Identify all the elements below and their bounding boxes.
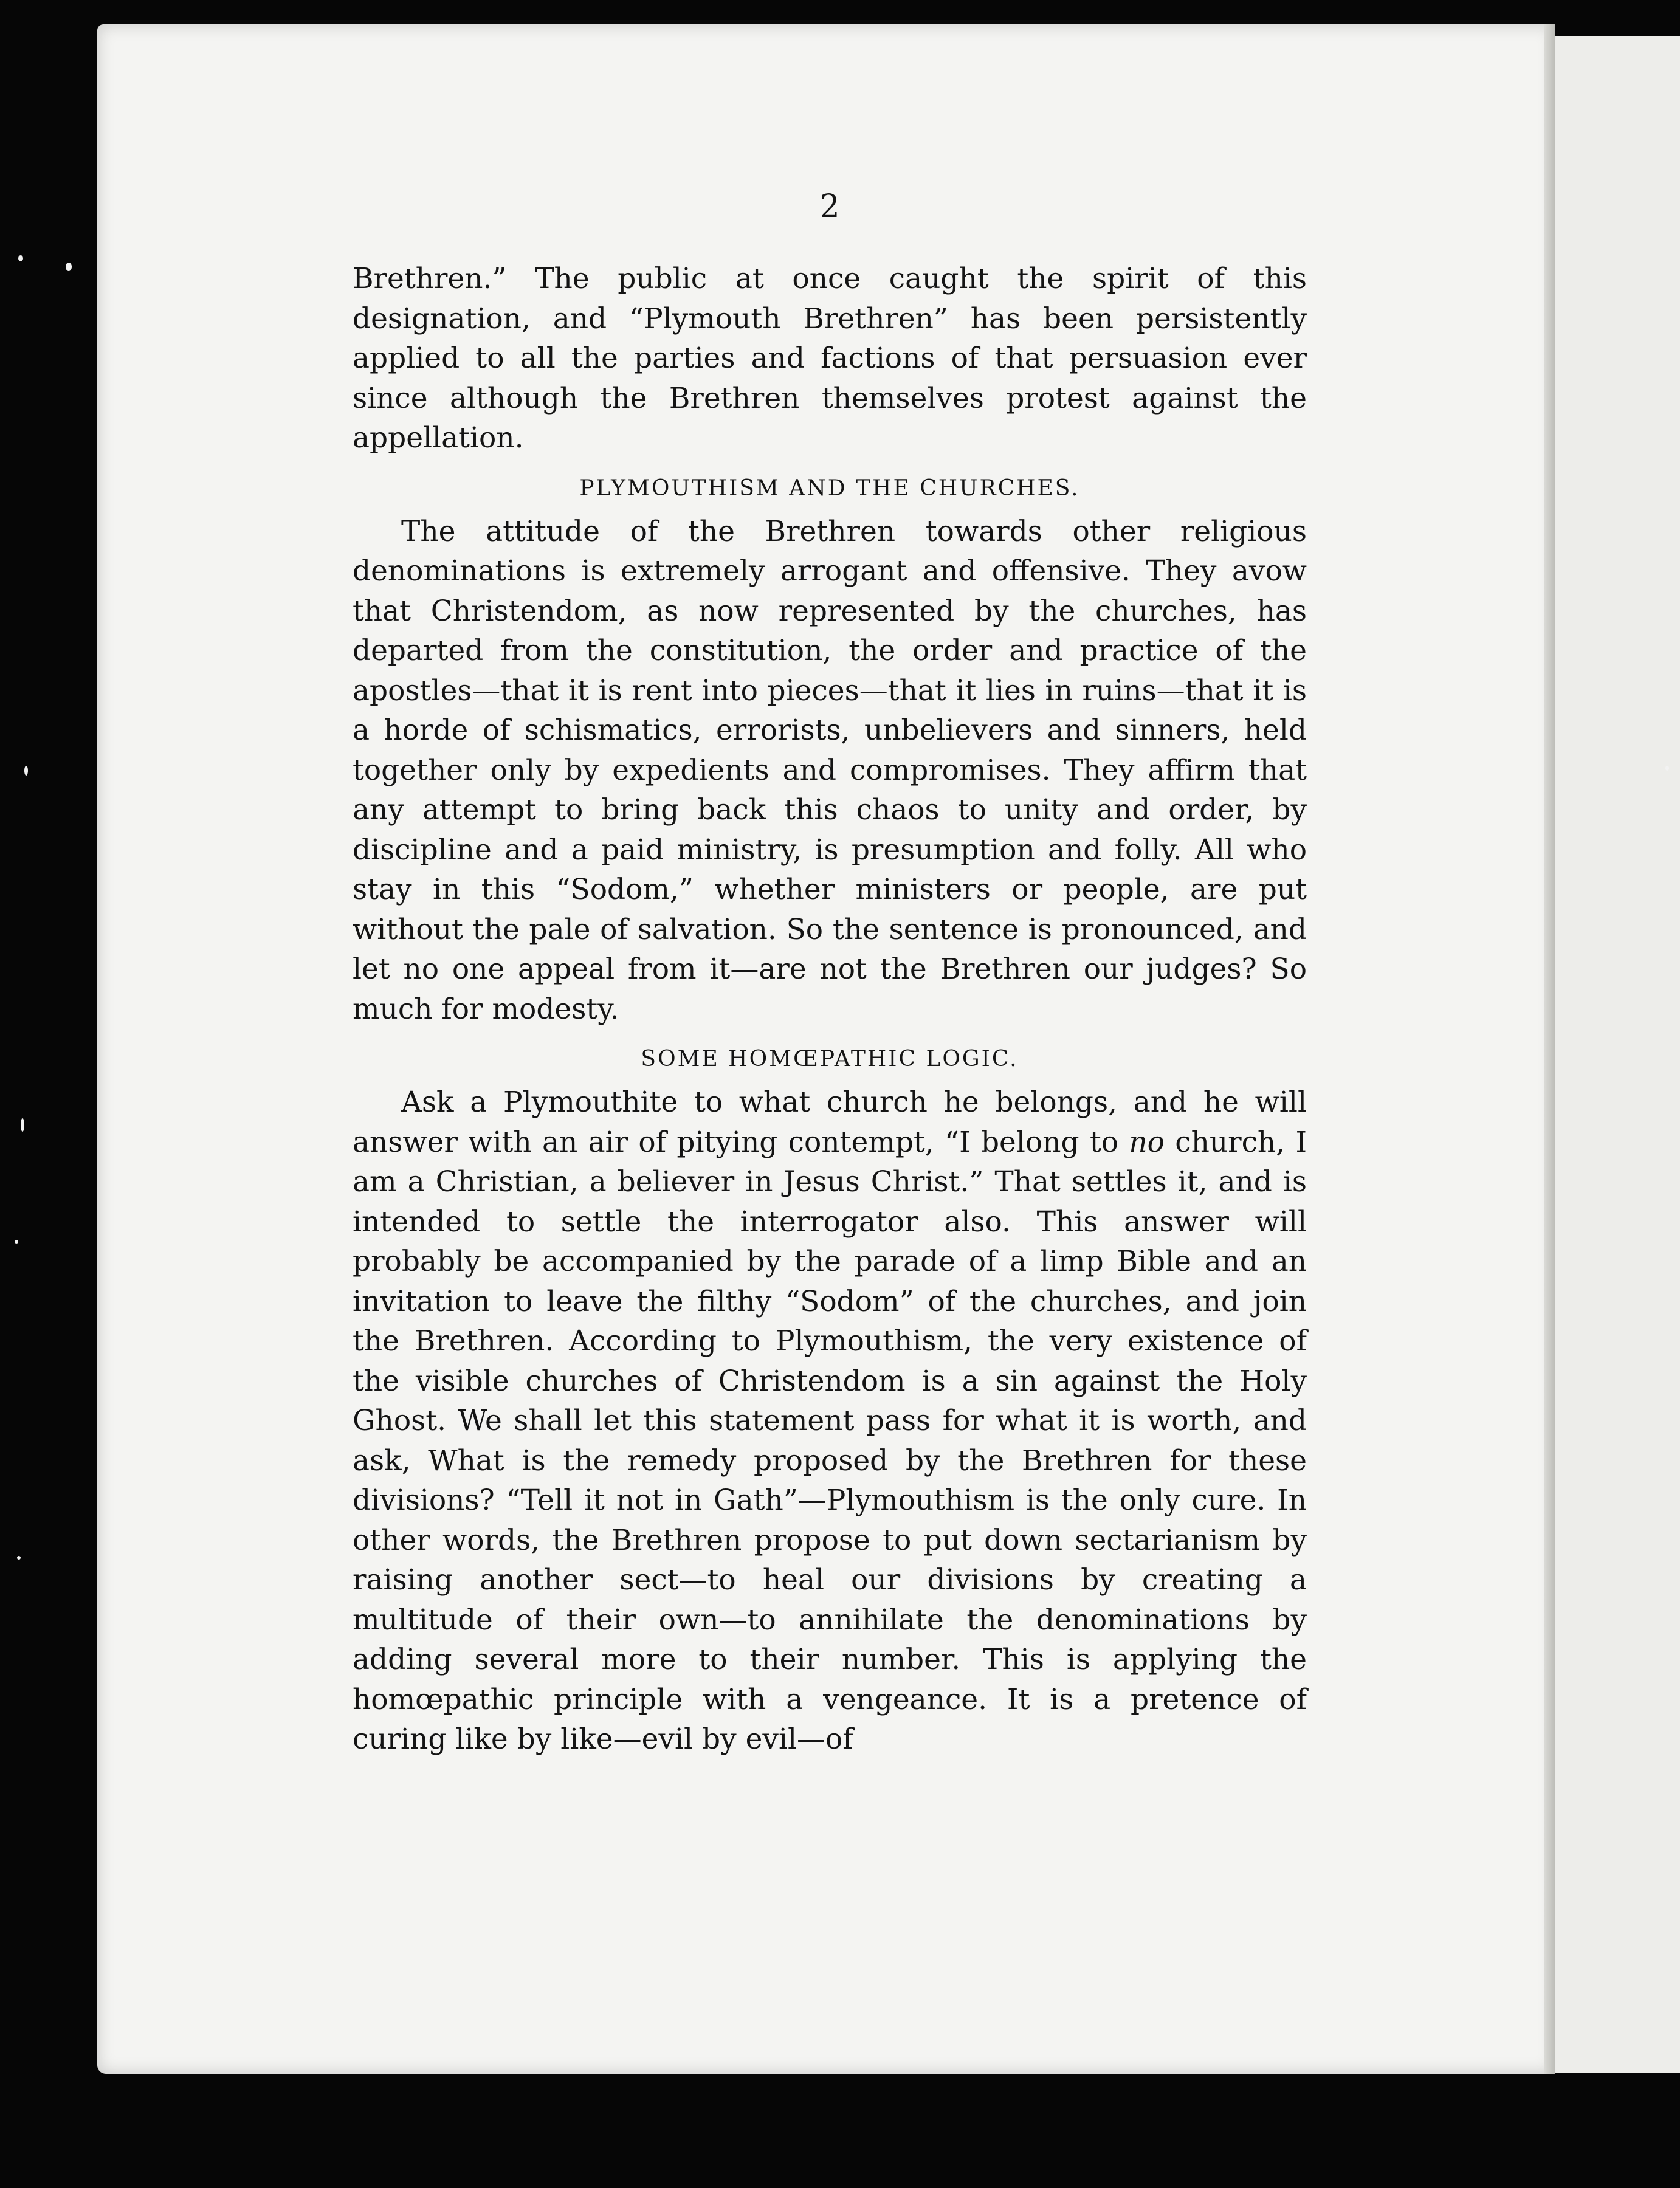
text-run: Ask a Plymouthite to what church he belongs, and he will answer with an air of pitying contempt, “I belong to — [353, 1085, 1307, 1159]
scan-dust-speck — [24, 766, 28, 776]
page-text — [353, 188, 1307, 1854]
section-heading-homoeopathic: SOME HOMŒPATHIC LOGIC. — [641, 1047, 1019, 1072]
page-number: 2 — [819, 188, 840, 225]
page-fold-shadow — [1544, 24, 1555, 2074]
scan-dust-speck — [15, 1240, 18, 1244]
scan-dust-speck — [66, 263, 72, 271]
adjacent-page-edge — [1539, 36, 1680, 2073]
scan-dust-speck — [21, 1118, 24, 1132]
paragraph-homoeopathic — [353, 1082, 1307, 1760]
section-heading-plymouthism: PLYMOUTHISM AND THE CHURCHES. — [579, 475, 1080, 501]
paragraph-continuation: Brethren.” The public at once caught the spirit of this designation, and “Plymouth Brethren” has been persistently applied to all the parties and factions of that persuasion ever since although the Brethren themselves protest against the appellation. — [353, 262, 1307, 455]
scan-dust-speck — [17, 1556, 21, 1560]
scan-dust-speck — [1665, 766, 1669, 771]
italic-word: no — [1129, 1125, 1165, 1159]
scan-dust-speck — [18, 255, 23, 261]
text-run: church, I am a Christian, a believer in Jesus Christ.” That settles it, and is intended to settle the interrogator also. This answer will probably be accompanied by the parade of a limp Bible and an invitation to leave the filthy “Sodom” of the churches, and join the Brethren. According to Plymouthism, the very existence of the visible churches of Christendom is a sin against the Holy Ghost. We shall let this statement pass for what it is worth, and ask, What is the remedy proposed by the Brethren for these divisions? “Tell it not in Gath”—Plymouthism is the only cure. In other words, the Brethren propose to put down sectarianism by raising another sect—to heal our divisions by creating a multitude of their own—to annihilate the denominations by adding several more to their number. This is applying the homœpathic principle with a vengeance. It is a pretence of curing like by like—evil by evil—of — [353, 1125, 1307, 1756]
paragraph-plymouthism: The attitude of the Brethren towards other religious denominations is extremely arrogant and offensive. They avow that Christendom, as now represented by the churches, has departed from the constitution, the order and practice of the apostles—that it is rent into pieces—that it lies in ruins—that it is a horde of schismatics, errorists, unbelievers and sinners, held together only by expedients and compromises. They affirm that any attempt to bring back this chaos to unity and order, by discipline and a paid ministry, is presumption and folly. All who stay in this “Sodom,” whether ministers or people, are put without the pale of salvation. So the sentence is pronounced, and let no one appeal from it—are not the Brethren our judges? So much for modesty. — [353, 514, 1307, 1026]
